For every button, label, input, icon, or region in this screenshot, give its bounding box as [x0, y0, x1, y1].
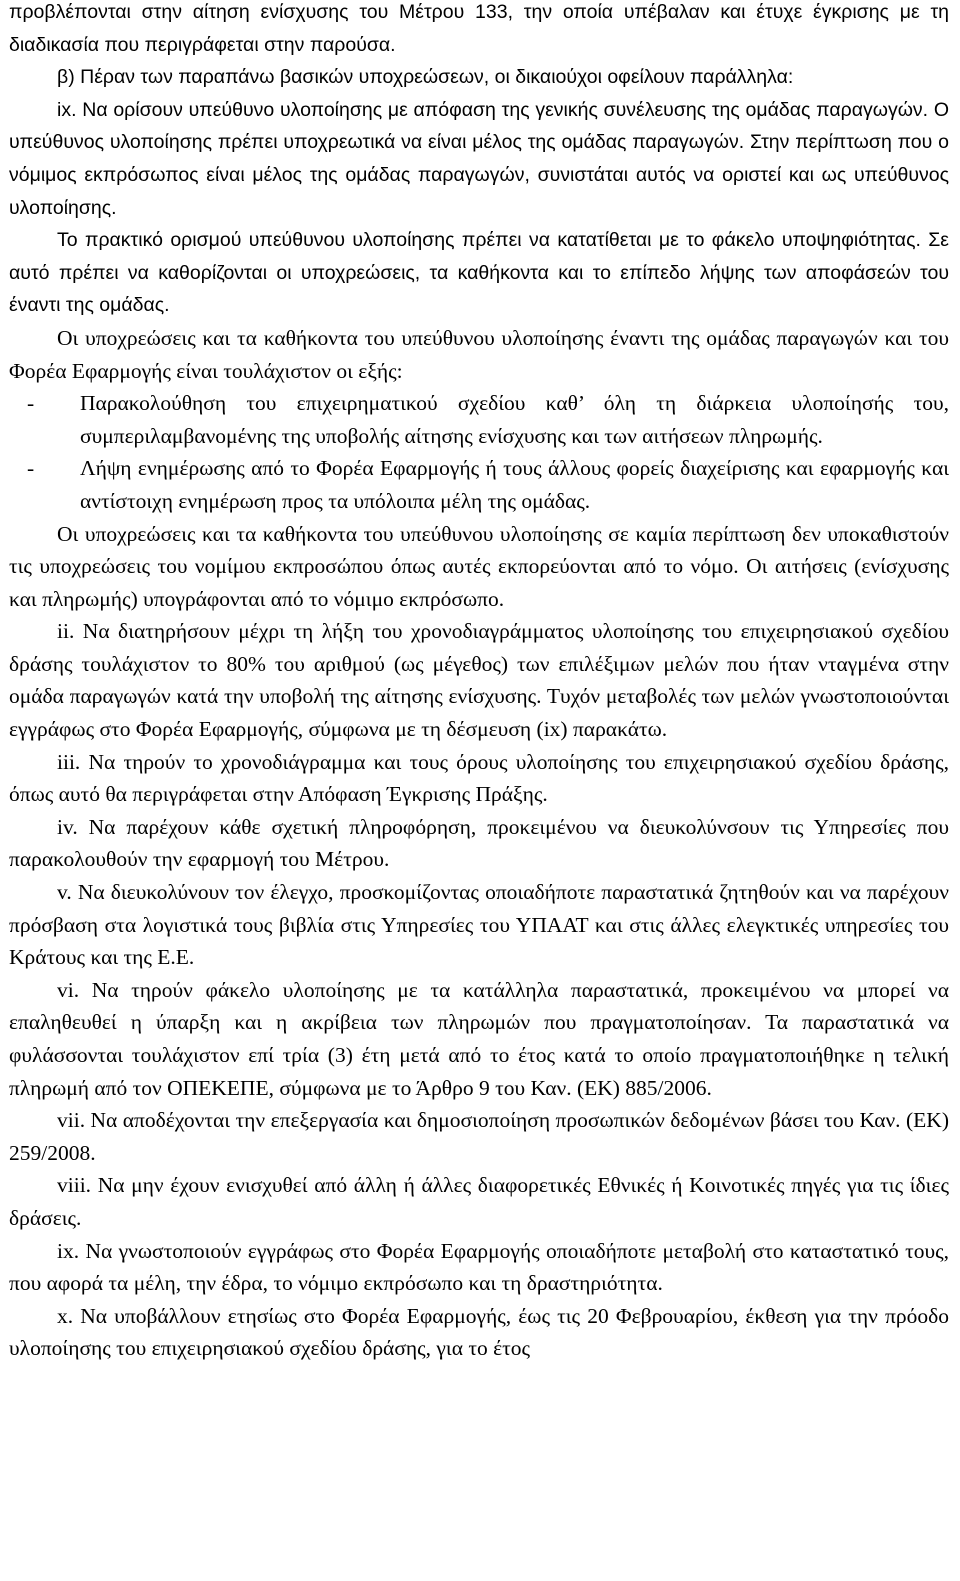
bullet-text: Λήψη ενημέρωσης από το Φορέα Εφαρμογής ή τους άλλους φορείς διαχείρισης και εφαρμογής και αντίστοιχη ενημέρωση προς τα υπόλοιπα μέλη της ομάδας. — [80, 456, 949, 513]
bullet-item-monitoring — [9, 387, 949, 452]
paragraph-item-viii: viii. Να μην έχουν ενισχυθεί από άλλη ή άλλες διαφορετικές Εθνικές ή Κοινοτικές πηγές για τις ίδιες δράσεις. — [9, 1173, 949, 1230]
paragraph-b-intro: β) Πέραν των παραπάνω βασικών υποχρεώσεων, οι δικαιούχοι οφείλουν παράλληλα: — [57, 66, 794, 89]
paragraph-item-ix: ix. Να γνωστοποιούν εγγράφως στο Φορέα Εφαρμογής οποιαδήποτε μεταβολή στο καταστατικό τους, που αφορά τα μέλη, την έδρα, το νόμιμο εκπρόσωπο και τη δραστηριότητα. — [9, 1238, 949, 1296]
paragraph-item-vii: vii. Να αποδέχονται την επεξεργασία και δημοσιοποίηση προσωπικών δεδομένων βάσει του Καν. (ΕΚ) 259/2008. — [9, 1108, 949, 1165]
paragraph-item-iv: iv. Να παρέχουν κάθε σχετική πληροφόρηση, προκειμένου να διευκολύνσουν τις Υπηρεσίες που παρακολουθούν την εφαρμογή του Μέτρου. — [9, 814, 949, 872]
paragraph-minutes: Το πρακτικό ορισμού υπεύθυνου υλοποίησης πρέπει να κατατίθεται με το φάκελο υποψηφιότητας. Σε αυτό πρέπει να καθορίζονται οι υποχρεώσεις, τα καθήκοντα και το επίπεδο λήψης των αποφάσεών του έναντι της ομάδας. — [9, 229, 949, 317]
paragraph-continuation: προβλέπονται στην αίτηση ενίσχυσης του Μέτρου 133, την οποία υπέβαλαν και έτυχε έγκρισης με τη διαδικασία που περιγράφεται στην παρούσα. — [9, 1, 949, 56]
paragraph-legal-representative: Οι υποχρεώσεις και τα καθήκοντα του υπεύθυνου υλοποίησης σε καμία περίπτωση δεν υποκαθιστούν τις υποχρεώσεις του νομίμου εκπροσώπου όπως αυτές εκπορεύονται από το νόμο. Οι αιτήσεις (ενίσχυσης και πληρωμής) υπογράφονται από το νόμιμο εκπρόσωπο. — [9, 521, 949, 611]
paragraph-item-ii: ii. Να διατηρήσουν μέχρι τη λήξη του χρονοδιαγράμματος υλοποίησης του επιχειρησιακού σχεδίου δράσης τουλάχιστον το 80% του αριθμού (ως μέγεθος) των επιλέξιμων μελών που ήταν νταγμένα στην ομάδα παραγωγών κατά την υποβολή της αίτησης ενίσχυσης. Τυχόν μεταβολές των μελών γνωστοποιούνται εγγράφως στο Φορέα Εφαρμογής, σύμφωνα με τη δέσμευση (ix) παρακάτω. — [9, 619, 949, 742]
bullet-text: Παρακολούθηση του επιχειρηματικού σχεδίου καθ’ όλη τη διάρκεια υλοποίησής του, συμπεριλαμβανομένης της υποβολής αίτησης ενίσχυσης και των αιτήσεων πληρωμής. — [80, 391, 949, 448]
paragraph-item-vi: vi. Να τηρούν φάκελο υλοποίησης με τα κατάλληλα παραστατικά, προκειμένου να μπορεί να επαληθευθεί η ύπαρξη και η ακρίβεια των πληρωμών που πραγματοποίησαν. Τα παραστατικά να φυλάσσονται τουλάχιστον επί τρία (3) έτη μετά από το έτος κατά το οποίο πραγματοποιήθηκε η τελική πληρωμή από τον ΟΠΕΚΕΠΕ, σύμφωνα με το Άρθρο 9 του Καν. (ΕΚ) 885/2006. — [9, 977, 949, 1100]
dash-marker: - — [27, 456, 35, 481]
paragraph-item-v: v. Να διευκολύνουν τον έλεγχο, προσκομίζοντας οποιαδήποτε παραστατικά ζητηθούν και να παρέχουν πρόσβαση στα λογιστικά τους βιβλία στις Υπηρεσίες του ΥΠΑΑΤ και στις άλλες ελεγκτικές υπηρεσίες του Κράτους και της Ε.Ε. — [9, 880, 949, 970]
paragraph-item-ix-responsible: ix. Να ορίσουν υπεύθυνο υλοποίησης με απόφαση της γενικής συνέλευσης της ομάδας παραγωγών. Ο υπεύθυνος υλοποίησης πρέπει υποχρεωτικά να είναι μέλος της ομάδας παραγωγών. Στην περίπτωση που ο νόμιμος εκπρόσωπος είναι μέλος της ομάδας παραγωγών, συνιστάται αυτός να οριστεί και ως υπεύθυνος υλοποίησης. — [9, 98, 949, 219]
paragraph-duties-intro: Οι υποχρεώσεις και τα καθήκοντα του υπεύθυνου υλοποίησης έναντι της ομάδας παραγωγών και του Φορέα Εφαρμογής είναι τουλάχιστον οι εξής: — [9, 325, 949, 383]
bullet-item-information — [9, 452, 949, 517]
paragraph-item-iii: iii. Να τηρούν το χρονοδιάγραμμα και τους όρους υλοποίησης του επιχειρησιακού σχεδίου δράσης, όπως αυτό θα περιγράφεται στην Απόφαση Έγκρισης Πράξης. — [9, 749, 949, 807]
dash-marker: - — [27, 391, 35, 416]
paragraph-item-x: x. Να υποβάλλουν ετησίως στο Φορέα Εφαρμογής, έως τις 20 Φεβρουαρίου, έκθεση για την πρόοδο υλοποίησης του επιχειρησιακού σχεδίου δράσης, για το έτος — [9, 1303, 949, 1361]
